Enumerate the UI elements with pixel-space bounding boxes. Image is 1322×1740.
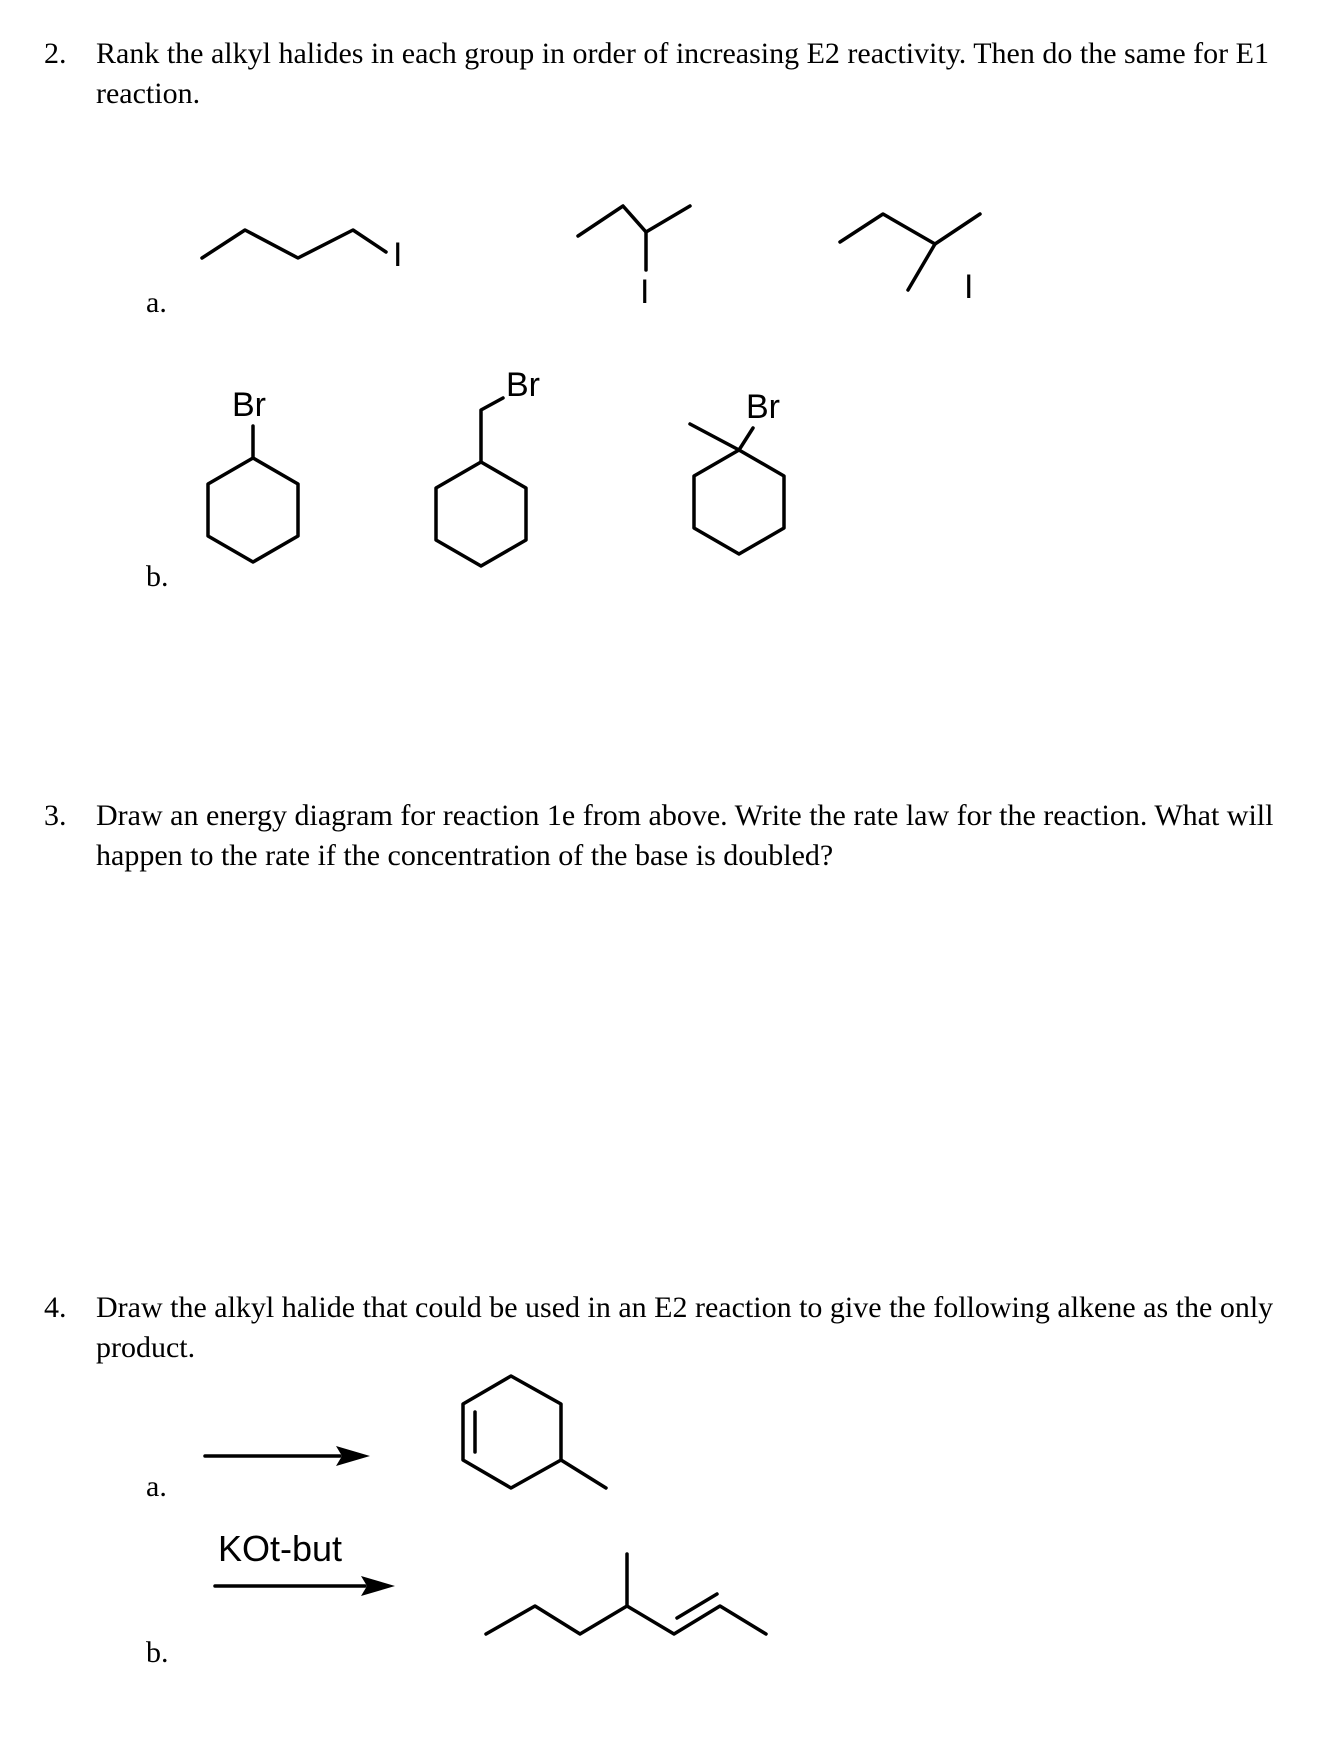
cyclohexene-ring	[463, 1376, 561, 1488]
q2-part-a-label: a.	[146, 286, 167, 319]
iodine-label-3: I	[964, 268, 974, 306]
branched-iodide-skeleton	[578, 206, 690, 236]
question-2-text: Rank the alkyl halides in each group in order of increasing E2 reactivity. Then do the same for E1 reaction.	[96, 37, 1269, 110]
iodine-label-1: I	[393, 236, 403, 274]
bromine-label-1: Br	[232, 386, 266, 424]
question-3-number: 3.	[44, 799, 67, 832]
q4-part-a-label: a.	[146, 1470, 167, 1503]
tertiary-iodide-skeleton	[840, 214, 980, 244]
question-3-text: Draw an energy diagram for reaction 1e from above. Write the rate law for the reaction. What will happen to the rate if the concentration of the base is doubled?	[96, 799, 1274, 872]
cyclohexane-ring-2	[436, 462, 526, 566]
cyclohexane-ring-1	[208, 458, 298, 562]
q2-part-b-label: b.	[146, 560, 169, 593]
question-4-number: 4.	[44, 1291, 67, 1324]
iodine-label-2: I	[640, 273, 650, 311]
iodobutane-skeleton	[202, 230, 386, 258]
bromine-label-3: Br	[746, 388, 780, 426]
question-2-number: 2.	[44, 37, 67, 70]
bromine-label-2: Br	[506, 366, 540, 404]
reagent-kotbu: KOt-but	[218, 1528, 343, 1569]
alkene-product-skeleton	[486, 1606, 766, 1634]
question-4-text: Draw the alkyl halide that could be used in an E2 reaction to give the following alkene as the only product.	[96, 1291, 1274, 1364]
cyclohexane-ring-3	[694, 450, 784, 554]
q4-part-b-label: b.	[146, 1636, 169, 1669]
